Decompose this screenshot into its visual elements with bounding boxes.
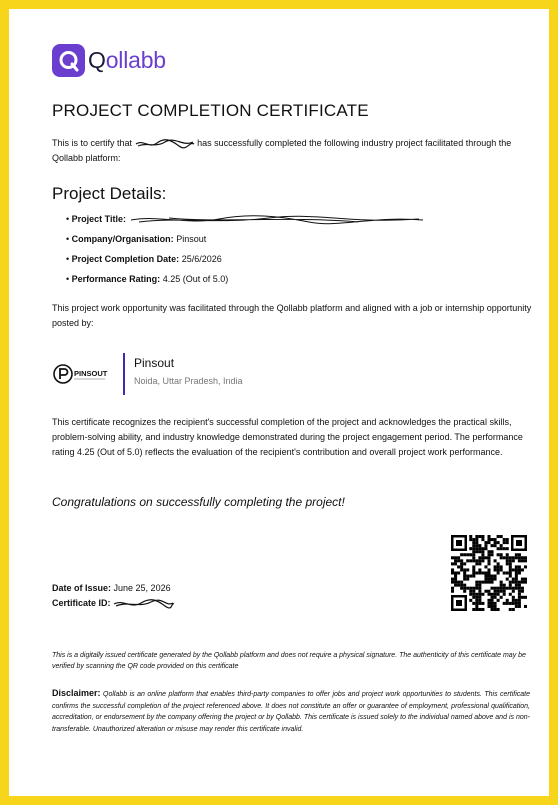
performance-rating-value: 4.25 (Out of 5.0) bbox=[162, 274, 229, 284]
company-location: Noida, Uttar Pradesh, India bbox=[134, 376, 243, 386]
detail-performance-rating: • Performance Rating: 4.25 (Out of 5.0) bbox=[66, 274, 229, 284]
congratulations-message: Congratulations on successfully completing the project! bbox=[52, 495, 345, 509]
redacted-name-scribble bbox=[135, 138, 195, 150]
company-value: Pinsout bbox=[176, 234, 207, 244]
date-of-issue-value: June 25, 2026 bbox=[113, 583, 171, 593]
intro-before: This is to certify that bbox=[52, 138, 133, 148]
disclaimer-text: Qollabb is an online platform that enables third-party companies to offer jobs and project work opportunities to students. This certificate confirms the successful completion of the project referenced above. It does not constitute an offer or guarantee of employment, professional qualification, accreditation, or endorsement by the company offering the project or by Qollabb. This certificate is issued solely to the individual named above and is non-transferable. Unauthorized alteration or misuse may render this certificate invalid. bbox=[52, 691, 530, 733]
detail-project-title: • Project Title: bbox=[66, 213, 425, 233]
completion-date-value: 25/6/2026 bbox=[181, 254, 222, 264]
certificate-title: PROJECT COMPLETION CERTIFICATE bbox=[52, 101, 369, 120]
brand-name-prefix: Q bbox=[88, 47, 106, 73]
company-logo-text: PINSOUT bbox=[74, 369, 108, 378]
qollabb-logo bbox=[52, 44, 166, 77]
brand-name bbox=[88, 47, 166, 74]
completion-date-label: Project Completion Date: bbox=[71, 254, 180, 264]
recognition-paragraph: This certificate recognizes the recipient's successful completion of the project and acknowledges the practical skills, problem-solving ability, and industry knowledge demonstrated during the project engagement period. The performance rating 4.25 (Out of 5.0) reflects the evaluation of the recipient's contribution and overall project work performance. bbox=[52, 417, 523, 457]
project-details-list bbox=[66, 213, 425, 293]
intro-paragraph bbox=[52, 136, 532, 166]
brand-name-rest: ollabb bbox=[105, 47, 166, 73]
company-block bbox=[52, 353, 243, 395]
certificate-id-label: Certificate ID: bbox=[52, 598, 111, 608]
disclaimer-label: Disclaimer: bbox=[52, 688, 101, 698]
performance-rating-label: Performance Rating: bbox=[71, 274, 161, 284]
company-logo bbox=[52, 353, 112, 395]
detail-completion-date: • Project Completion Date: 25/6/2026 bbox=[66, 254, 222, 264]
date-of-issue-label: Date of Issue: bbox=[52, 583, 112, 593]
redacted-certificate-id-scribble bbox=[113, 598, 175, 610]
disclaimer-block bbox=[52, 688, 530, 735]
company-label: Company/Organisation: bbox=[71, 234, 174, 244]
project-details-heading: Project Details: bbox=[52, 184, 167, 203]
company-name: Pinsout bbox=[134, 356, 175, 370]
verification-qr-code bbox=[451, 535, 527, 611]
project-title-label: Project Title: bbox=[71, 214, 127, 224]
issue-info bbox=[52, 582, 175, 612]
intro-after: has successfully completed the following industry project facilitated through the Qollabb platform: bbox=[52, 138, 512, 163]
digital-issue-note: This is a digitally issued certificate generated by the Qollabb platform and does not require a physical signature. The authenticity of this certificate may be verified by scanning the QR code provided on this certificate bbox=[52, 652, 526, 670]
facilitation-paragraph: This project work opportunity was facilitated through the Qollabb platform and aligned with a job or internship opportunity posted by: bbox=[52, 303, 532, 328]
date-of-issue bbox=[52, 582, 175, 597]
certificate-id bbox=[52, 597, 175, 612]
detail-company: • Company/Organisation: Pinsout bbox=[66, 234, 207, 244]
redacted-project-title-scribble bbox=[129, 214, 425, 226]
qollabb-logo-icon bbox=[52, 44, 85, 77]
company-accent-bar bbox=[123, 353, 125, 395]
